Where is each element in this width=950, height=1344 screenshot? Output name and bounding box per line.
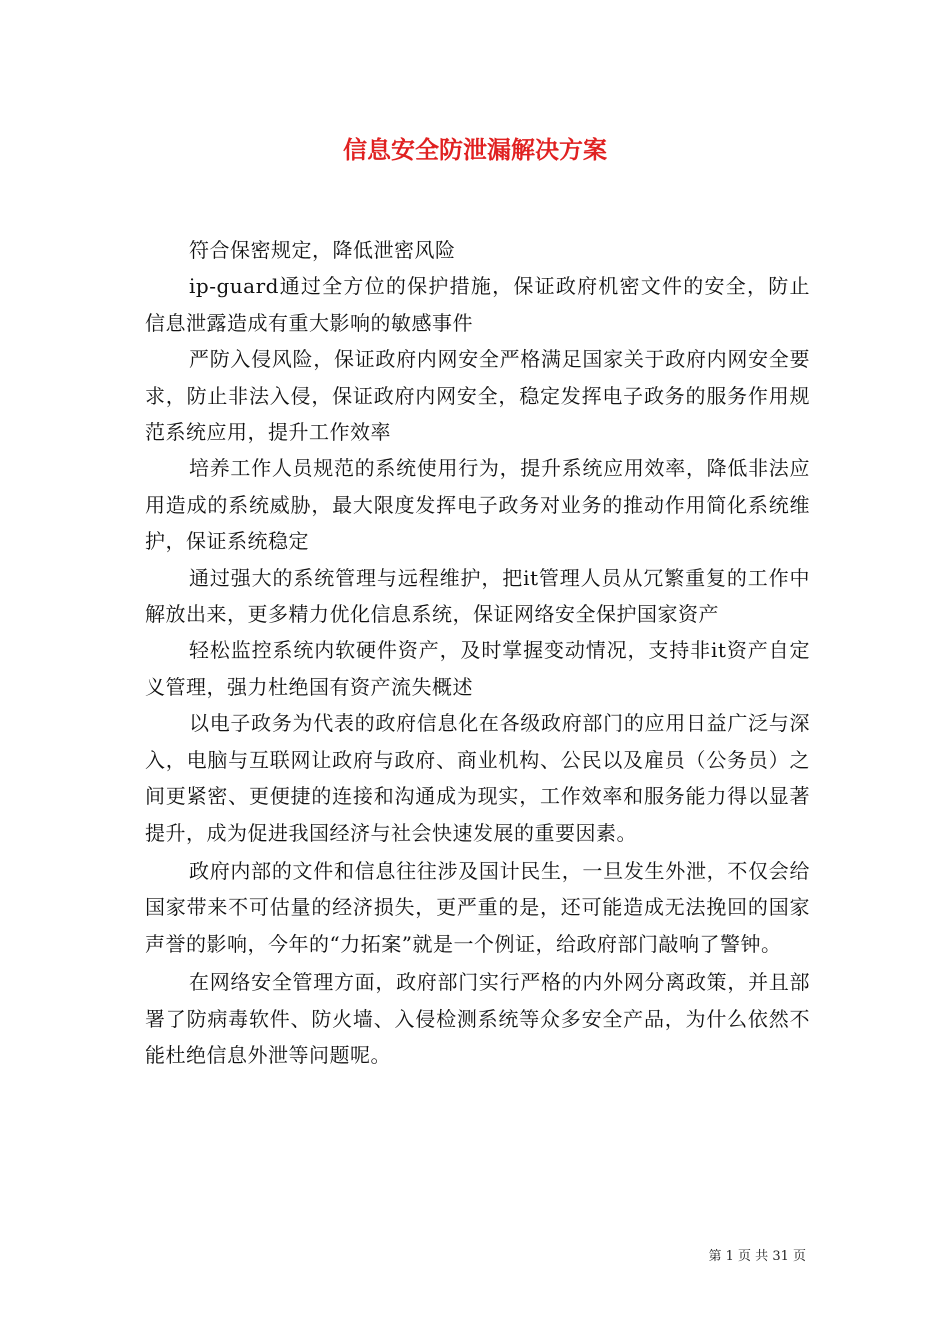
paragraph-9: 在网络安全管理方面，政府部门实行严格的内外网分离政策，并且部署了防病毒软件、防火墙、入侵检测系统等众多安全产品，为什么依然不能杜绝信息外泄等问题呢。 bbox=[145, 970, 810, 1067]
paragraph-8: 政府内部的文件和信息往往涉及国计民生，一旦发生外泄，不仅会给国家带来不可估量的经济损失，更严重的是，还可能造成无法挽回的国家声誉的影响，今年的“力拓案”就是一个例证，给政府部门敲响了警钟。 bbox=[145, 858, 810, 956]
paragraph-5: 通过强大的系统管理与远程维护，把it管理人员从冗繁重复的工作中解放出来，更多精力优化信息系统，保证网络安全保护国家资产 bbox=[145, 565, 810, 627]
page-number: 第 1 页 共 31 页 bbox=[708, 1249, 806, 1264]
paragraph-2: ip-guard通过全方位的保护措施，保证政府机密文件的安全，防止信息泄露造成有重大影响的敏感事件 bbox=[145, 274, 810, 335]
document-title: 信息安全防泄漏解决方案 bbox=[343, 135, 607, 164]
paragraph-3: 严防入侵风险，保证政府内网安全严格满足国家关于政府内网安全要求，防止非法入侵，保证政府内网安全，稳定发挥电子政务的服务作用规范系统应用，提升工作效率 bbox=[145, 347, 810, 445]
document-body bbox=[145, 232, 810, 1073]
paragraph-4: 培养工作人员规范的系统使用行为，提升系统应用效率，降低非法应用造成的系统威胁，最大限度发挥电子政务对业务的推动作用简化系统维护，保证系统稳定 bbox=[145, 456, 810, 554]
paragraph-1: 符合保密规定，降低泄密风险 bbox=[189, 238, 456, 262]
paragraph-6: 轻松监控系统内软硬件资产，及时掌握变动情况，支持非it资产自定义管理，强力杜绝国有资产流失概述 bbox=[145, 638, 810, 699]
paragraph-7: 以电子政务为代表的政府信息化在各级政府部门的应用日益广泛与深入，电脑与互联网让政府与政府、商业机构、公民以及雇员（公务员）之间更紧密、更便捷的连接和沟通成为现实，工作效率和服务能力得以显著提升，成为促进我国经济与社会快速发展的重要因素。 bbox=[145, 711, 810, 845]
